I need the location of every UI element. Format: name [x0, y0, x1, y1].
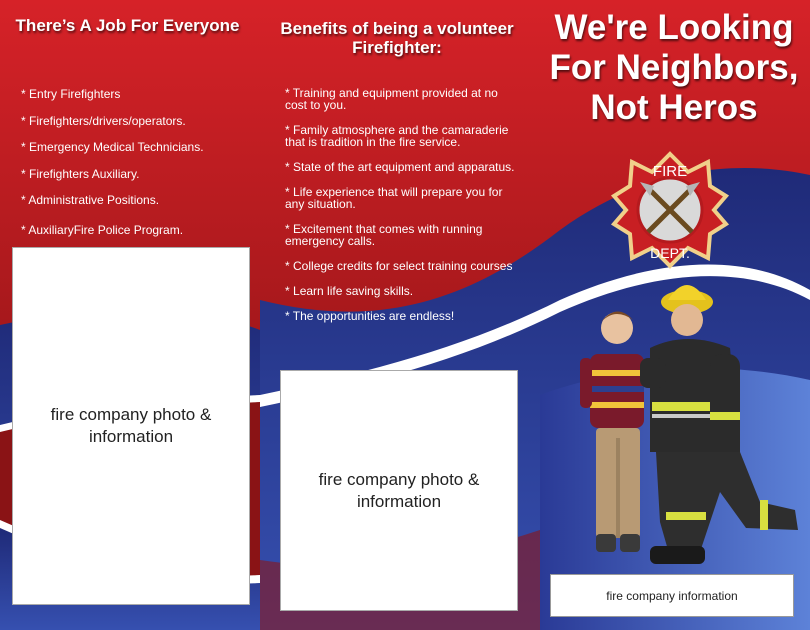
photo-placeholder-label: fire company photo & information	[318, 469, 480, 511]
list-item: * Entry Firefighters	[21, 87, 251, 114]
list-item: * Emergency Medical Technicians.	[21, 140, 251, 167]
photo-placeholder-label: fire company photo & information	[50, 405, 212, 446]
benefits-heading: Benefits of being a volunteer Firefighter:	[280, 19, 514, 57]
list-item: * The opportunities are endless!	[285, 310, 515, 322]
jobs-heading: There’s A Job For Everyone	[15, 16, 240, 35]
firefighter-head	[671, 304, 703, 336]
list-item: * Life experience that will prepare you for any situation.	[285, 186, 515, 210]
list-item: * Learn life saving skills.	[285, 285, 515, 297]
list-item: * Firefighters Auxiliary.	[21, 167, 251, 194]
badge-bottom-text: DEPT.	[650, 245, 690, 261]
badge-top-text: FIRE	[652, 163, 688, 180]
jobs-list	[21, 87, 251, 249]
turnout-pants	[656, 452, 798, 557]
list-item: * Excitement that comes with running emergency calls.	[285, 223, 515, 247]
list-item: * College credits for select training courses	[285, 260, 515, 272]
fire-dept-maltese-cross-icon	[610, 150, 730, 270]
photo-placeholder-left	[12, 247, 250, 605]
firefighter-and-child-illustration	[570, 262, 805, 572]
list-item: * Firefighters/drivers/operators.	[21, 114, 251, 141]
company-info-box	[550, 574, 794, 617]
benefits-list	[285, 87, 515, 335]
list-item: * AuxiliaryFire Police Program.	[21, 223, 251, 250]
list-item: * Administrative Positions.	[21, 193, 251, 220]
list-item: * State of the art equipment and apparatus.	[285, 161, 515, 173]
list-item: * Family atmosphere and the camaraderie that is tradition in the fire service.	[285, 124, 515, 148]
photo-placeholder-middle	[280, 370, 518, 611]
company-info-label: fire company information	[606, 588, 738, 603]
hero-headline: We're Looking For Neighbors, Not Heros	[549, 8, 799, 127]
list-item: * Training and equipment provided at no cost to you.	[285, 87, 515, 111]
